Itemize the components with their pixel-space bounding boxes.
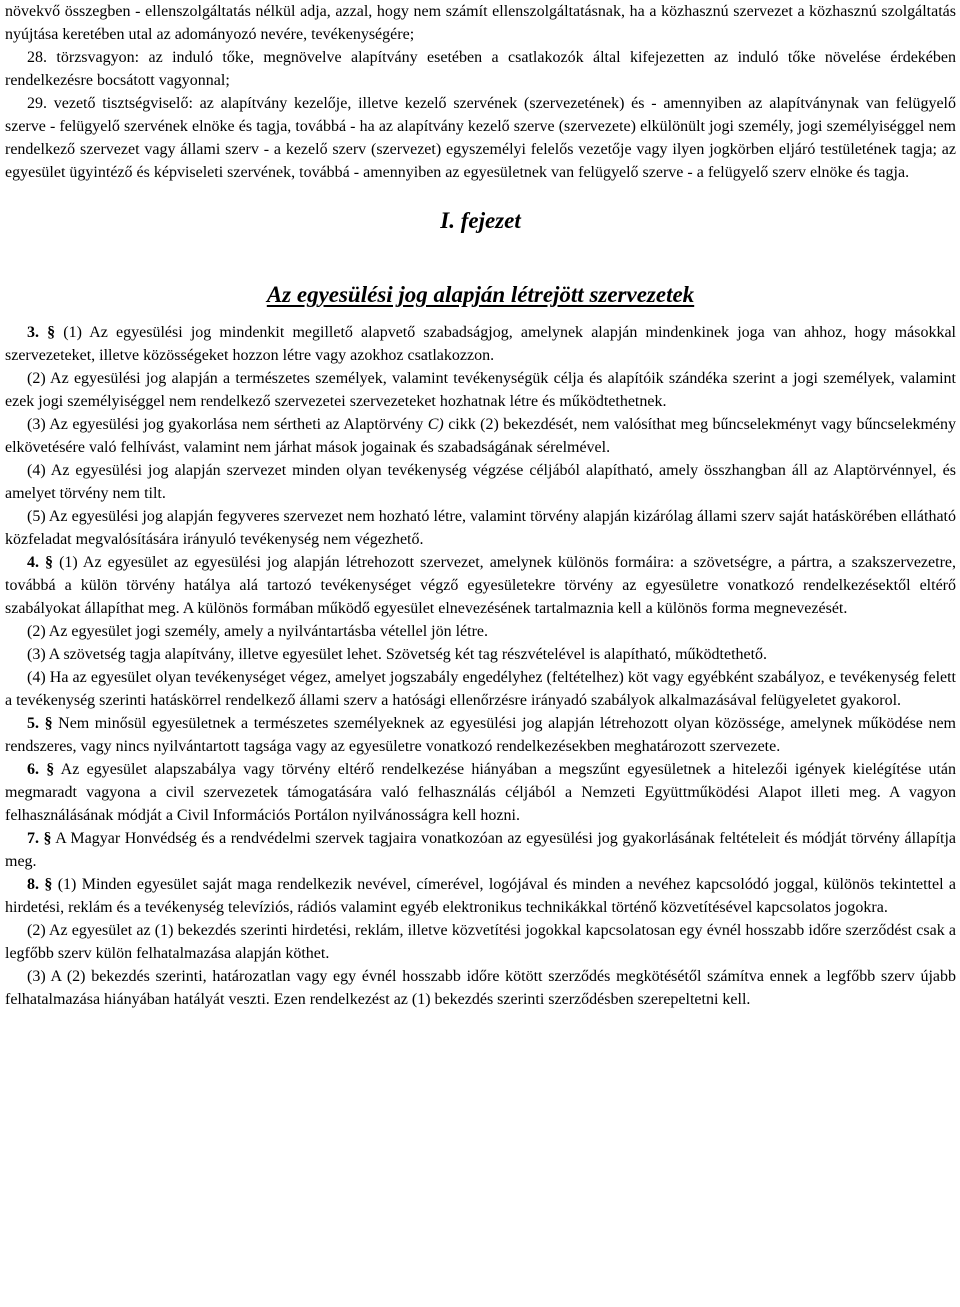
paragraph-text: (1) Minden egyesület saját maga rendelkezik nevével, címerével, logójával és minden a nevéhez kapcsolódó joggal, különös tekintettel a hirdetési, reklám és a tevékenység televíziós, rádiós valamint egyéb elektronikus technikákkal történő közvetítésével kapcsolatos jogokra. [5,876,957,916]
section-4-paragraph-1 [5,551,956,620]
section-number: 7. [27,830,39,847]
section-number: 5. [27,715,39,732]
section-sign: § [45,554,54,571]
section-3-paragraph-3 [5,413,956,459]
section-3-paragraph-1 [5,321,956,367]
chapter-number: I. fejezet [440,208,521,233]
section-4-paragraph-3: (3) A szövetség tagja alapítvány, illetve egyesület lehet. Szövetség két tag részvételével is alapítható, működtethető. [27,646,768,663]
section-number: 3. [27,324,39,341]
section-number: 8. [27,876,39,893]
section-6-paragraph-1 [5,758,956,827]
paragraph-text: (3) Az egyesülési jog gyakorlása nem sértheti az Alaptörvény [27,416,428,433]
section-4-paragraph-2: (2) Az egyesület jogi személy, amely a nyilvántartásba vétellel jön létre. [27,623,489,640]
definition-28: 28. törzsvagyon: az induló tőke, megnövelve alapítvány esetében a csatlakozók által kifejezetten az induló tőke növelése érdekében rendelkezésre bocsátott vagyonnal; [5,49,956,89]
document-body [5,0,956,1011]
definition-29: 29. vezető tisztségviselő: az alapítvány kezelője, illetve kezelő szervének (szervezetének) és - amennyiben az alapítványnak van felügyelő szerve - felügyelő szervének elnöke és tagja, továbbá - ha az alapítvány kezelő szerve (szervezete) elkülönült jogi személy, jogi személyiséggel nem rendelkező szervezet vagy állami szerv - a kezelő szerv (szervezet) egyszemélyi felelős vezetője vagy ilyen jogkörben eljáró testületének tagja; az egyesület ügyintéző és képviseleti szervének, továbbá - amennyiben az egyesületnek van felügyelő szerve - a felügyelő szerv elnöke és tagja. [5,95,956,181]
section-4-paragraph-4: (4) Ha az egyesület olyan tevékenységet végez, amelyet jogszabály engedélyhez (feltételhez) köt vagy egyébként szabályoz, e tevékenység felett a tevékenység szerinti hatáskörrel rendelkező állami szerv a hatósági ellenőrzésre irányadó szabályok alkalmazásával felügyeletet gyakorol. [5,669,956,709]
paragraph-text: Nem minősül egyesületnek a természetes személyeknek az egyesülési jog alapján létrehozott olyan közössége, amelynek működése nem rendszeres, vagy nincs nyilvántartott tagsága vagy az egyesületre vonatkozó rendelkezésekben meghatározott szervezete. [5,715,957,755]
section-7-paragraph-1 [5,827,956,873]
chapter-title: Az egyesülési jog alapján létrejött szervezetek [266,282,695,307]
section-sign: § [43,830,52,847]
section-number: 4. [27,554,39,571]
section-8-paragraph-3: (3) A (2) bekezdés szerinti, határozatlan vagy egy évnél hosszabb időre kötött szerződés megkötésétől számítva ennek a legfőbb szerv újabb felhatalmazása hiányában hatályát veszti. Ezen rendelkezést az (1) bekezdés szerinti szerződésben szerepeltetni kell. [5,968,956,1008]
section-3-paragraph-4: (4) Az egyesülési jog alapján szervezet minden olyan tevékenység végzése céljából alapítható, amely összhangban áll az Alaptörvénnyel, és amelyet törvény nem tilt. [5,462,956,502]
section-sign: § [44,876,53,893]
paragraph-text: (1) Az egyesület az egyesülési jog alapján létrehozott szervezet, amelynek különös formáira: a szövetségre, a pártra, a szakszervezetre, továbbá a külön törvény hatálya alá tartozó tevékenységet végző egyesületekre törvény az egyesületre vonatkozó rendelkezésektől eltérő szabályokat állapíthat meg. A különös formában működő egyesület elnevezésének tartalmaznia kell a különös forma megnevezését. [5,554,957,617]
paragraph-text: A Magyar Honvédség és a rendvédelmi szervek tagjaira vonatkozóan az egyesülési jog gyakorlásának feltételeit és módját törvény állapítja meg. [5,830,957,870]
definition-continuation: növekvő összegben - ellenszolgáltatás nélkül adja, azzal, hogy nem számít ellenszolgáltatásnak, ha a közhasznú szervezet a közhasznú szolgáltatás nyújtása keretében utal az adományozó nevére, tevékenységére; [5,3,956,43]
section-3-paragraph-5: (5) Az egyesülési jog alapján fegyveres szervezet nem hozható létre, valamint törvény alapján kizárólag állami szerv saját hatáskörében ellátható közfeladat megvalósítására irányuló tevékenység nem végezhető. [5,508,956,548]
paragraph-text: Az egyesület alapszabálya vagy törvény eltérő rendelkezése hiányában a megszűnt egyesületnek a hitelezői igények kielégítése után megmaradt vagyona a civil szervezetek támogatására való felhasználás céljából a Nemzeti Együttműködési Alapot illeti meg. A vagyon felhasználásának módját a Civil Információs Portálon nyilvánosságra kell hozni. [5,761,957,824]
section-3-paragraph-2: (2) Az egyesülési jog alapján a természetes személyek, valamint tevékenységük célja és alapítóik szándéka szerint a jogi személyek, valamint ezek jogi személyiséggel nem rendelkező szervezetei szervezeteket hozhatnak létre és működtethetnek. [5,370,956,410]
section-number: 6. [27,761,39,778]
section-8-paragraph-1 [5,873,956,919]
section-5-paragraph-1 [5,712,956,758]
section-sign: § [44,715,53,732]
paragraph-text: cikk (2) bekezdését, nem valósíthat meg bűncselekményt vagy bűncselekmény elkövetésére való felhívást, valamint nem járhat mások jogainak és szabadságának sérelmével. [5,416,957,456]
paragraph-text: (1) Az egyesülési jog mindenkit megillető alapvető szabadságjog, amelynek alapján mindenkinek joga van ahhoz, hogy másokkal szervezeteket, illetve közösségeket hozzon létre vagy azokhoz csatlakozzon. [5,324,957,364]
article-reference: C) [427,416,444,433]
section-8-paragraph-2: (2) Az egyesület az (1) bekezdés szerinti hirdetési, reklám, illetve közvetítési jogokkal kapcsolatosan egy évnél hosszabb időre szerződést csak a legfőbb szerv külön felhatalmazása alapján köthet. [5,922,956,962]
section-sign: § [47,324,56,341]
section-sign: § [46,761,55,778]
